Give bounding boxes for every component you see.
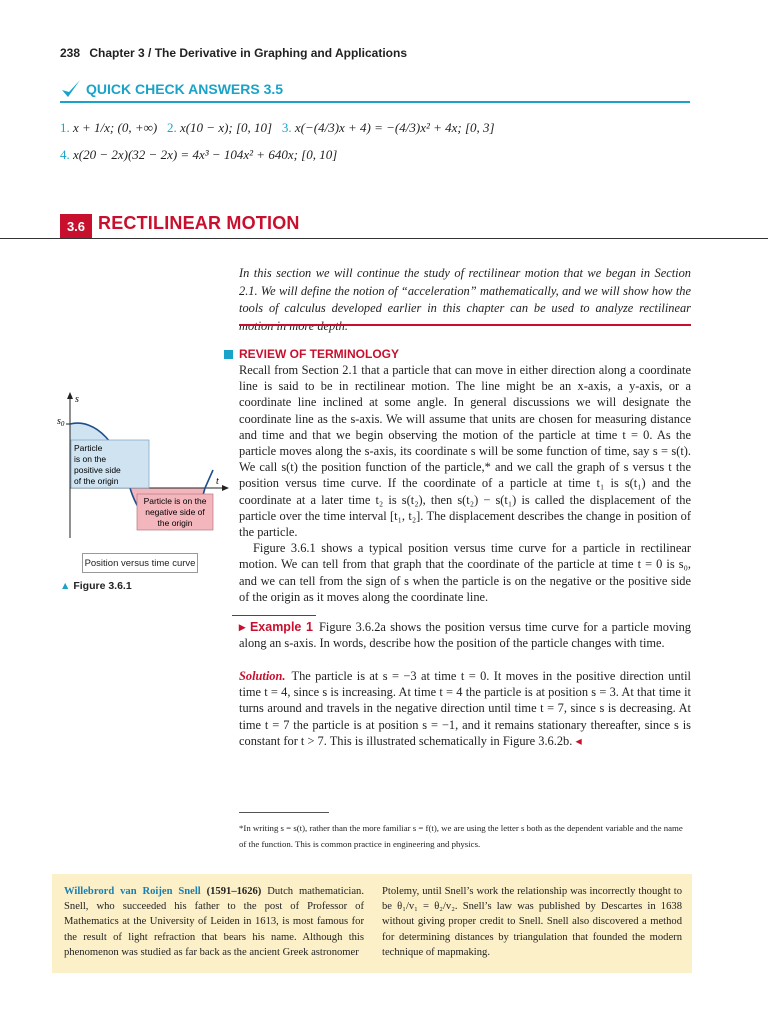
biography-name: Willebrord van Roijen Snell xyxy=(64,886,201,897)
answer-number: 1. xyxy=(60,120,70,135)
positive-annotation-line: of the origin xyxy=(74,476,119,486)
page-number: 238 xyxy=(60,46,81,60)
quick-check-rule xyxy=(60,101,690,103)
negative-annotation-line: negative side of xyxy=(145,507,205,517)
biography-right-column: Ptolemy, until Snell’s work the relationship was incorrectly thought to be θ₁/v₁ = θ₂/v₂. Snell’s law was published by Descartes in 1638 without giving proper credit to Snell. Snell also discovered a method for determining distances by triangulation that founded the modern technique of mapmaking. xyxy=(382,886,682,958)
section-rule xyxy=(0,238,768,239)
triangle-icon: ▲ xyxy=(60,580,71,592)
figure-label xyxy=(60,580,132,592)
solution-text: The particle is at s = −3 at time t = 0. It moves in the positive direction until time t = 4, since s is increasing. At time t = 4 the particle is at position s = 3. At that time it turns around and travels in the negative direction until time t = 7, since s is decreasing. At time t = 7 the particle is at position s = −1, and it remains stationary thereafter, since s is constant for t > 7. This is illustrated schematically in Figure 3.6.2b. xyxy=(239,669,691,748)
section-number-badge: 3.6 xyxy=(60,214,92,238)
answer-number: 4. xyxy=(60,147,70,162)
running-head xyxy=(60,46,407,60)
answer-number: 3. xyxy=(281,120,292,135)
checkmark-icon xyxy=(60,78,82,100)
example-rule xyxy=(232,615,316,616)
figure-caption-box: Position versus time curve xyxy=(82,553,198,573)
intro-rule xyxy=(239,324,691,326)
solution-block xyxy=(239,668,691,749)
example-label-text: Example 1 xyxy=(249,620,313,634)
chapter-title: Chapter 3 / The Derivative in Graphing and Applications xyxy=(89,46,407,60)
position-time-figure xyxy=(55,388,235,548)
solution-label: Solution. xyxy=(239,669,286,683)
end-triangle-icon: ◂ xyxy=(575,733,582,748)
s0-label: $s_0$ xyxy=(57,416,65,428)
biography-left-column xyxy=(64,884,364,960)
positive-annotation-line: is on the xyxy=(74,454,107,464)
t-axis-arrow-icon xyxy=(222,485,229,491)
square-bullet-icon xyxy=(224,350,233,359)
biography-years: (1591–1626) xyxy=(206,886,262,897)
subsection-title: REVIEW OF TERMINOLOGY xyxy=(239,347,400,361)
example-label xyxy=(239,620,313,634)
section-intro: In this section we will continue the study of rectilinear motion that we began in Section 2.1. We will define the notion of “acceleration” mathematically, and we will show how the tools of calculus developed earlier in this chapter can be used to analyze rectilinear xyxy=(239,266,691,316)
quick-check-answers-line-2 xyxy=(60,147,337,163)
positive-annotation-line: Particle xyxy=(74,443,103,453)
subsection-heading xyxy=(224,347,399,361)
quick-check-answers-line-1 xyxy=(60,120,495,136)
paragraph: Figure 3.6.1 shows a typical position versus time curve for a particle in rectilinear motion. We can tell from that graph that the coordinate of the particle at time t = 0 is s₀, and we can tell from the sign of s when the particle is on the negative or the positive side of the origin as it moves along the coordinate line. xyxy=(239,541,691,604)
answer-3: x(−(4/3)x + 4) = −(4/3)x² + 4x; [0, 3] xyxy=(294,120,495,135)
footnote: *In writing s = s(t), rather than the more familiar s = f(t), we are using the letter s both as the dependent variable and the name of the function. This is common practice in engineering and physics. xyxy=(239,823,683,849)
negative-annotation-line: the origin xyxy=(157,518,193,528)
answer-1: x + 1/x; (0, +∞) xyxy=(73,120,158,135)
quick-check-title: QUICK CHECK ANSWERS 3.5 xyxy=(86,81,284,97)
negative-annotation-line: Particle is on the xyxy=(143,496,207,506)
biography-text: Dutch mathematician. Snell, who succeeded his father to the post of Professor of Mathematics at the University of Leiden in 1613, is most famous for the result of light refraction that bears his name. Although this phenomenon was studied as far back as the ancient Greek astronomer xyxy=(64,886,364,958)
answer-2: x(10 − x); [0, 10] xyxy=(179,120,273,135)
figure-number: Figure 3.6.1 xyxy=(73,580,132,592)
answer-4: x(20 − 2x)(32 − 2x) = 4x³ − 104x² + 640x; [0, 10] xyxy=(73,147,338,162)
play-triangle-icon: ▸ xyxy=(239,620,246,634)
paragraph: Recall from Section 2.1 that a particle that can move in either direction along a coordinate line is said to be in rectilinear motion. The line might be an x-axis, a y-axis, or a coordinate line inclined at some angle. In general discussions we will designate the coordinate line as the s-axis. We will assume that units are chosen for measuring distance and time and that we begin observing the motion of the particle at time t = 0. As the particle moves along the s-axis, its coordinate s will be some function of time, say s = s(t). We call s(t) the position function of the particle,* and we call the graph of s versus t the position versus time curve. If the coordinate of a particle at time t₁ is s(t₁) and the coordinate at a later time t₂ is s(t₂), then s(t₂) − s(t₁) is called the displacement of the particle over the time interval [t₁, t₂]. The displacement describes the change in position of the particle. xyxy=(239,363,691,540)
s-axis-arrow-icon xyxy=(67,392,73,399)
t-axis-label: t xyxy=(216,476,219,487)
positive-annotation-line: positive side xyxy=(74,465,121,475)
section-title: RECTILINEAR MOTION xyxy=(98,213,300,233)
footnote-rule xyxy=(239,812,329,813)
quick-check-heading xyxy=(60,78,283,100)
answer-number: 2. xyxy=(166,120,177,135)
example-text: Figure 3.6.2a shows the position versus time curve for a particle moving along an s-axis. In words, describe how the position of the particle changes with time. xyxy=(239,620,691,651)
s-axis-label: s xyxy=(75,394,79,405)
review-body xyxy=(239,362,691,605)
example-block xyxy=(239,619,691,651)
